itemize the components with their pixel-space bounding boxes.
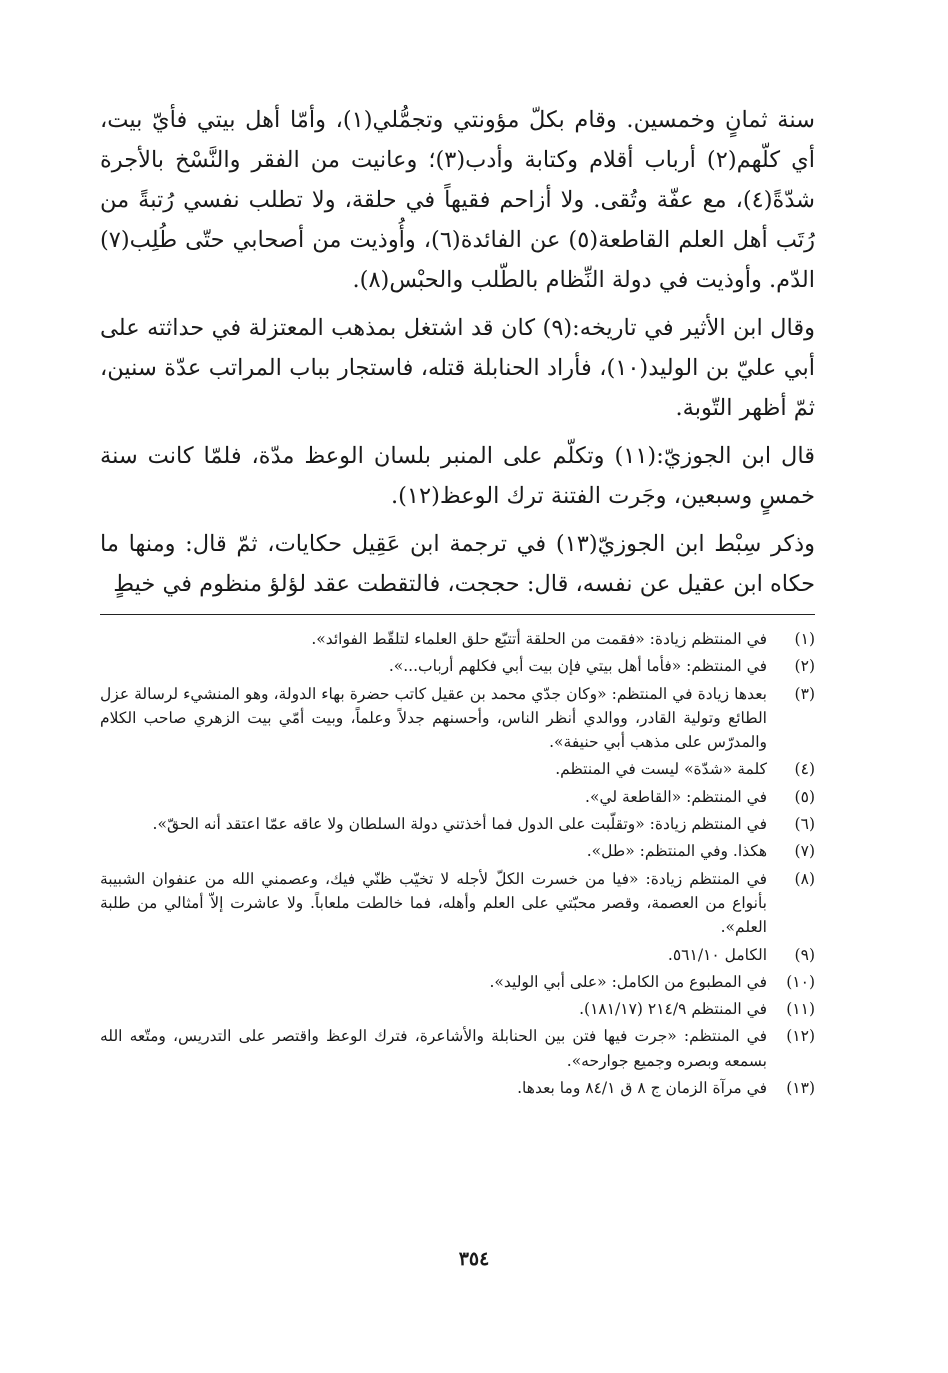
footnote-text: في المنتظم زيادة: «فقمت من الحلقة أتتبّع حلق العلماء لتلقّط الفوائد». bbox=[311, 630, 767, 648]
footnote-number: (٨) bbox=[794, 869, 815, 888]
footnote-number: (١٣) bbox=[786, 1079, 815, 1098]
footnote-text: الكامل ٥٦١/١٠. bbox=[667, 945, 767, 964]
footnote bbox=[100, 654, 815, 678]
main-text bbox=[100, 100, 815, 604]
footnote-text: في المنتظم: «جرت فيها فتن بين الحنابلة والأشاعرة، فترك الوعظ واقتصر على التدريس، ومتّعه الله بسمعه وبصره وجميع جوارحه». bbox=[100, 1027, 767, 1070]
footnote-number: (٢) bbox=[794, 657, 815, 676]
footnote-number: (٧) bbox=[794, 842, 815, 861]
book-page bbox=[100, 100, 815, 1103]
footnote bbox=[100, 997, 815, 1021]
footnote bbox=[100, 943, 815, 967]
footnote bbox=[100, 839, 815, 863]
footnote-number: (٥) bbox=[794, 787, 815, 806]
body-paragraph: وذكر سِبْط ابن الجوزيّ(١٣) في ترجمة ابن عَقِيل حكايات، ثمّ قال: ومنها ما حكاه ابن عقيل عن نفسه، قال: حججت، فالتقطت عقد لؤلؤ منظوم في خيطٍ bbox=[100, 531, 815, 597]
footnote-number: (١١) bbox=[786, 1000, 815, 1019]
footnote-divider bbox=[100, 614, 815, 615]
footnote-number: (٣) bbox=[794, 684, 815, 703]
body-paragraph: وقال ابن الأثير في تاريخه:(٩) كان قد اشتغل بمذهب المعتزلة في حداثته على أبي عليّ بن الوليد(١٠)، فأراد الحنابلة قتله، فاستجار بباب المراتب عدّة سنين، ثمّ أظهر التّوبة. bbox=[100, 315, 815, 421]
footnote-number: (٩) bbox=[794, 945, 815, 964]
footnotes bbox=[100, 627, 815, 1100]
footnote-text: هكذا. وفي المنتظم: «طل». bbox=[586, 842, 767, 861]
footnote-text: بعدها زيادة في المنتظم: «وكان جدّي محمد بن عقيل كاتب حضرة بهاء الدولة، وهو المنشيء لرسالة عزل الطائع وتولية القادر، ووالدي أنظر الناس، وأحسنهم جدلاً وعلماً، وبيت أمّي بيت الزهري صاحب الكلام والمدرّس على مذهب أبي حنيفة». bbox=[100, 684, 767, 752]
footnote bbox=[100, 812, 815, 836]
footnote-text: في مرآة الزمان ج ٨ ق ٨٤/١ وما بعدها. bbox=[517, 1079, 767, 1098]
footnote-text: في المنتظم ٢١٤/٩ (١٨١/١٧). bbox=[579, 1000, 767, 1019]
footnote-text: كلمة «شدّة» ليست في المنتظم. bbox=[555, 760, 767, 779]
footnote bbox=[100, 757, 815, 781]
footnote-number: (١) bbox=[794, 630, 815, 648]
footnote-number: (٦) bbox=[794, 815, 815, 834]
page-number: ٣٥٤ bbox=[458, 1248, 490, 1270]
footnote bbox=[100, 867, 815, 940]
footnote bbox=[100, 682, 815, 755]
footnote bbox=[100, 970, 815, 994]
body-paragraph: سنة ثمانٍ وخمسين. وقام بكلّ مؤونتي وتجمُّلي(١)، وأمّا أهل بيتي فأيّ بيت، أي كلّهم(٢) أرباب أقلام وكتابة وأدب(٣)؛ وعانيت من الفقر والنَّسْخ بالأجرة شدّةً(٤)، مع عفّة وتُقى. ولا أزاحم فقيهاً في حلقة، ولا تطلب نفسي رُتبةً من رُتَب أهل العلم القاطعة(٥) عن الفائدة(٦)، وأُوذيت من أصحابي حتّى طُلِب(٧) الدّم. وأوذيت في دولة النِّظام بالطّلب والحبْس(٨). bbox=[100, 107, 815, 293]
footnote-text: في المطبوع من الكامل: «على أبي الوليد». bbox=[489, 972, 767, 991]
footnote bbox=[100, 627, 815, 651]
footnote bbox=[100, 1024, 815, 1073]
footnote-number: (٤) bbox=[794, 760, 815, 779]
footnote bbox=[100, 785, 815, 809]
footnote-number: (١٢) bbox=[786, 1027, 815, 1046]
footnote-text: في المنتظم: «القاطعة لي». bbox=[585, 787, 767, 806]
footnote-text: في المنتظم زيادة: «فيا من خسرت الكلّ لأجله لا تخيّب ظنّي فيك، وعصمني الله من عنفوان الشبيبة بأنواع من العصمة، وقصر محبّتي على العلم وأهله، فما خالطت ملعاباً. ولا عاشرت إلاّ أمثالي من طلبة العلم». bbox=[100, 869, 767, 937]
footnote bbox=[100, 1076, 815, 1100]
footnote-number: (١٠) bbox=[786, 972, 815, 991]
footnote-text: في المنتظم: «فأما أهل بيتي فإن بيت أبي فكلهم أرباب...». bbox=[388, 657, 767, 676]
footnote-text: في المنتظم زيادة: «وتقلّبت على الدول فما أخذتني دولة السلطان ولا عاقه عمّا اعتقد أنه الحقّ». bbox=[152, 815, 767, 834]
body-paragraph: قال ابن الجوزيّ:(١١) وتكلّم على المنبر بلسان الوعظ مدّة، فلمّا كانت سنة خمسٍ وسبعين، وجَرت الفتنة ترك الوعظ(١٢). bbox=[100, 443, 815, 509]
